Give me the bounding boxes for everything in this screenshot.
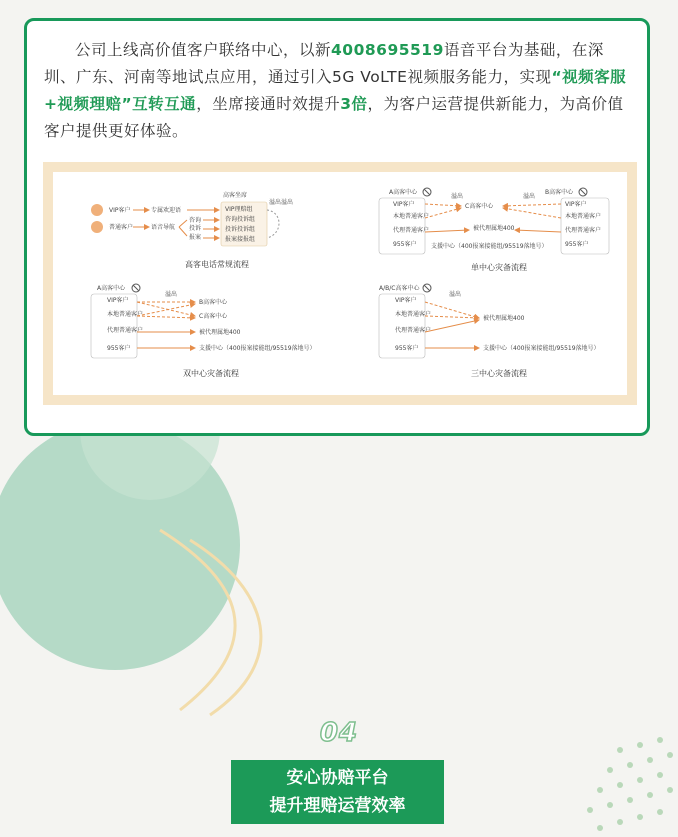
d4-left-vip: VIP客户 xyxy=(395,297,417,304)
d2-support: 支援中心（400报案接能组/95519落地号） xyxy=(431,243,548,250)
content-card xyxy=(24,18,650,436)
d1-overflow: 溢出溢出 xyxy=(269,199,294,206)
d4-support: 支援中心（400报案接能组/95519落地号） xyxy=(483,345,600,352)
background-swirl xyxy=(120,520,320,720)
d1-complaint: 投诉 xyxy=(189,225,202,232)
d3-left-local: 本地普通客户 xyxy=(107,311,144,318)
phone-icon xyxy=(91,221,103,233)
d1-box-report: 报案接报组 xyxy=(225,236,256,243)
d1-left-normal: 普通客户 xyxy=(109,224,134,231)
d2-proxy: 被代理属地400 xyxy=(473,225,515,232)
d2-right-local: 本地普通客户 xyxy=(565,213,602,220)
d2-overflow-l: 溢出 xyxy=(451,193,464,200)
d2-right-955: 955客户 xyxy=(565,241,589,248)
diagram-regular-flow xyxy=(91,191,293,269)
d3-title: 双中心灾备流程 xyxy=(183,369,239,378)
d2-center-a: A高客中心 xyxy=(389,189,418,196)
video-service-highlight: “视频客服+视频理赔”互转互通 xyxy=(44,68,627,113)
d3-b-center: B高客中心 xyxy=(199,299,228,306)
phone-icon xyxy=(91,204,103,216)
d3-center: A高客中心 xyxy=(97,285,126,292)
d4-left-955: 955客户 xyxy=(395,345,419,352)
d3-left-proxy: 代理普通客户 xyxy=(107,327,144,334)
d1-box-consult: 咨询投诉组 xyxy=(225,216,256,223)
d1-left-vip: VIP客户 xyxy=(109,207,131,214)
d1-top-label: 高客坐席 xyxy=(223,192,248,199)
flow-diagrams xyxy=(53,172,627,395)
para-text-1: 公司上线高价值客户联络中心，以新 xyxy=(75,41,332,59)
section-title-line2: 提升理赔运营效率 xyxy=(269,796,406,816)
section-title-line1: 安心协赔平台 xyxy=(286,768,389,788)
section-title-box xyxy=(231,760,444,824)
d2-c-center: C高客中心 xyxy=(465,203,494,210)
d1-title: 高客电话常规流程 xyxy=(185,260,249,269)
diagram-triple-center xyxy=(379,284,600,378)
d2-center-b: B高客中心 xyxy=(545,189,574,196)
improvement-highlight: 3倍 xyxy=(340,95,368,113)
diagram-single-center xyxy=(379,188,609,272)
d3-left-vip: VIP客户 xyxy=(107,297,129,304)
flow-diagram-panel xyxy=(43,162,637,405)
d1-consult: 咨询 xyxy=(189,217,202,224)
para-text-3: ，坐席接通时效提升 xyxy=(196,95,341,113)
d2-title: 单中心灾备流程 xyxy=(471,263,527,272)
d3-left-955: 955客户 xyxy=(107,345,131,352)
d2-overflow-r: 溢出 xyxy=(523,193,536,200)
d2-right-vip: VIP客户 xyxy=(565,201,587,208)
section-number: 04 xyxy=(319,718,359,748)
hotline-number: 4008695519 xyxy=(331,41,444,59)
d4-left-proxy: 代理普通客户 xyxy=(395,327,432,334)
d3-c-center: C高客中心 xyxy=(199,313,228,320)
para-text-2: 语音平台为基础，在深圳、广东、河南等地试点应用，通过引入5G VoLTE视频服务能力，实现 xyxy=(44,41,604,86)
d1-welcome: 专属欢迎语 xyxy=(151,207,182,214)
d2-left-vip: VIP客户 xyxy=(393,201,415,208)
diagram-dual-center xyxy=(91,284,316,378)
d3-proxy: 被代理属地400 xyxy=(199,329,241,336)
d2-left-955: 955客户 xyxy=(393,241,417,248)
d2-left-local: 本地普通客户 xyxy=(393,213,430,220)
d4-left-local: 本地普通客户 xyxy=(395,311,432,318)
d1-ivr: 语音导航 xyxy=(151,224,176,231)
intro-paragraph xyxy=(44,37,634,145)
d1-box-complaint: 投诉投诉组 xyxy=(225,226,256,233)
d4-overflow: 溢出 xyxy=(449,291,462,298)
d4-center: A/B/C高客中心 xyxy=(379,285,420,292)
d1-box-vip: VIP理赔组 xyxy=(225,206,253,213)
d4-proxy: 被代理属地400 xyxy=(483,315,525,322)
d3-overflow: 溢出 xyxy=(165,291,178,298)
para-text-4: ，为客户运营提供新能力，为高价值客户提供更好体验。 xyxy=(44,95,624,140)
d3-support: 支援中心（400报案接能组/95519落地号） xyxy=(199,345,316,352)
d2-left-proxy: 代理普通客户 xyxy=(393,227,430,234)
d1-report: 报案 xyxy=(189,234,202,241)
d4-title: 三中心灾备流程 xyxy=(471,369,527,378)
d2-right-proxy: 代理普通客户 xyxy=(565,227,602,234)
